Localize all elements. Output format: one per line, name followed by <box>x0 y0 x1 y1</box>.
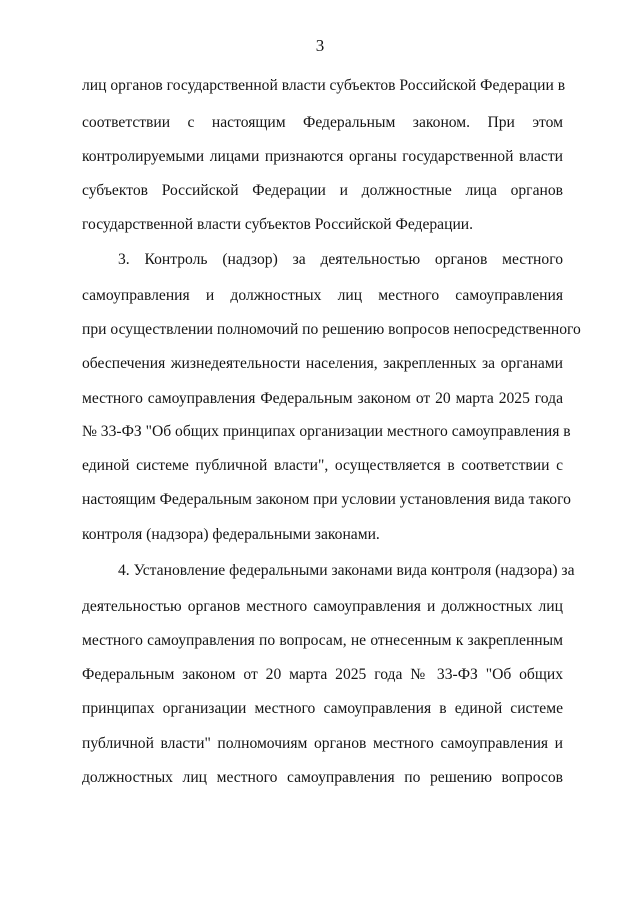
text-line: соответствии с настоящим Федеральным законом. При этом <box>82 114 563 131</box>
paragraph-item-4-first-line: 4. Установление федеральными законами вида контроля (надзора) за <box>118 562 575 579</box>
text-line: местного самоуправления Федеральным законом от 20 марта 2025 года <box>82 390 563 407</box>
text-line: № 33-ФЗ "Об общих принципах организации местного самоуправления в <box>82 423 571 440</box>
text-line: контролируемыми лицами признаются органы государственной власти <box>82 148 563 165</box>
text-line: самоуправления и должностных лиц местного самоуправления <box>82 287 563 304</box>
text-line: принципах организации местного самоуправления в единой системе <box>82 700 563 717</box>
text-line: лиц органов государственной власти субъектов Российской Федерации в <box>82 77 566 94</box>
text-line: обеспечения жизнедеятельности населения, закрепленных за органами <box>82 355 563 372</box>
text-line: местного самоуправления по вопросам, не отнесенным к закрепленным <box>82 632 563 649</box>
text-line: субъектов Российской Федерации и должностные лица органов <box>82 182 563 199</box>
text-line: контроля (надзора) федеральными законами. <box>82 526 380 543</box>
text-line: единой системе публичной власти", осуществляется в соответствии с <box>82 457 563 474</box>
text-line: должностных лиц местного самоуправления по решению вопросов <box>82 769 563 786</box>
text-line: при осуществлении полномочий по решению вопросов непосредственного <box>82 321 581 338</box>
paragraph-item-3-first-line: 3. Контроль (надзор) за деятельностью органов местного <box>118 251 563 268</box>
page-number: 3 <box>315 36 325 55</box>
text-line: настоящим Федеральным законом при условии установления вида такого <box>82 491 571 508</box>
text-line: деятельностью органов местного самоуправления и должностных лиц <box>82 598 563 615</box>
text-line: Федеральным законом от 20 марта 2025 года № 33-ФЗ "Об общих <box>82 666 563 683</box>
text-line: публичной власти" полномочиям органов местного самоуправления и <box>82 735 563 752</box>
text-line: государственной власти субъектов Российской Федерации. <box>82 216 474 233</box>
